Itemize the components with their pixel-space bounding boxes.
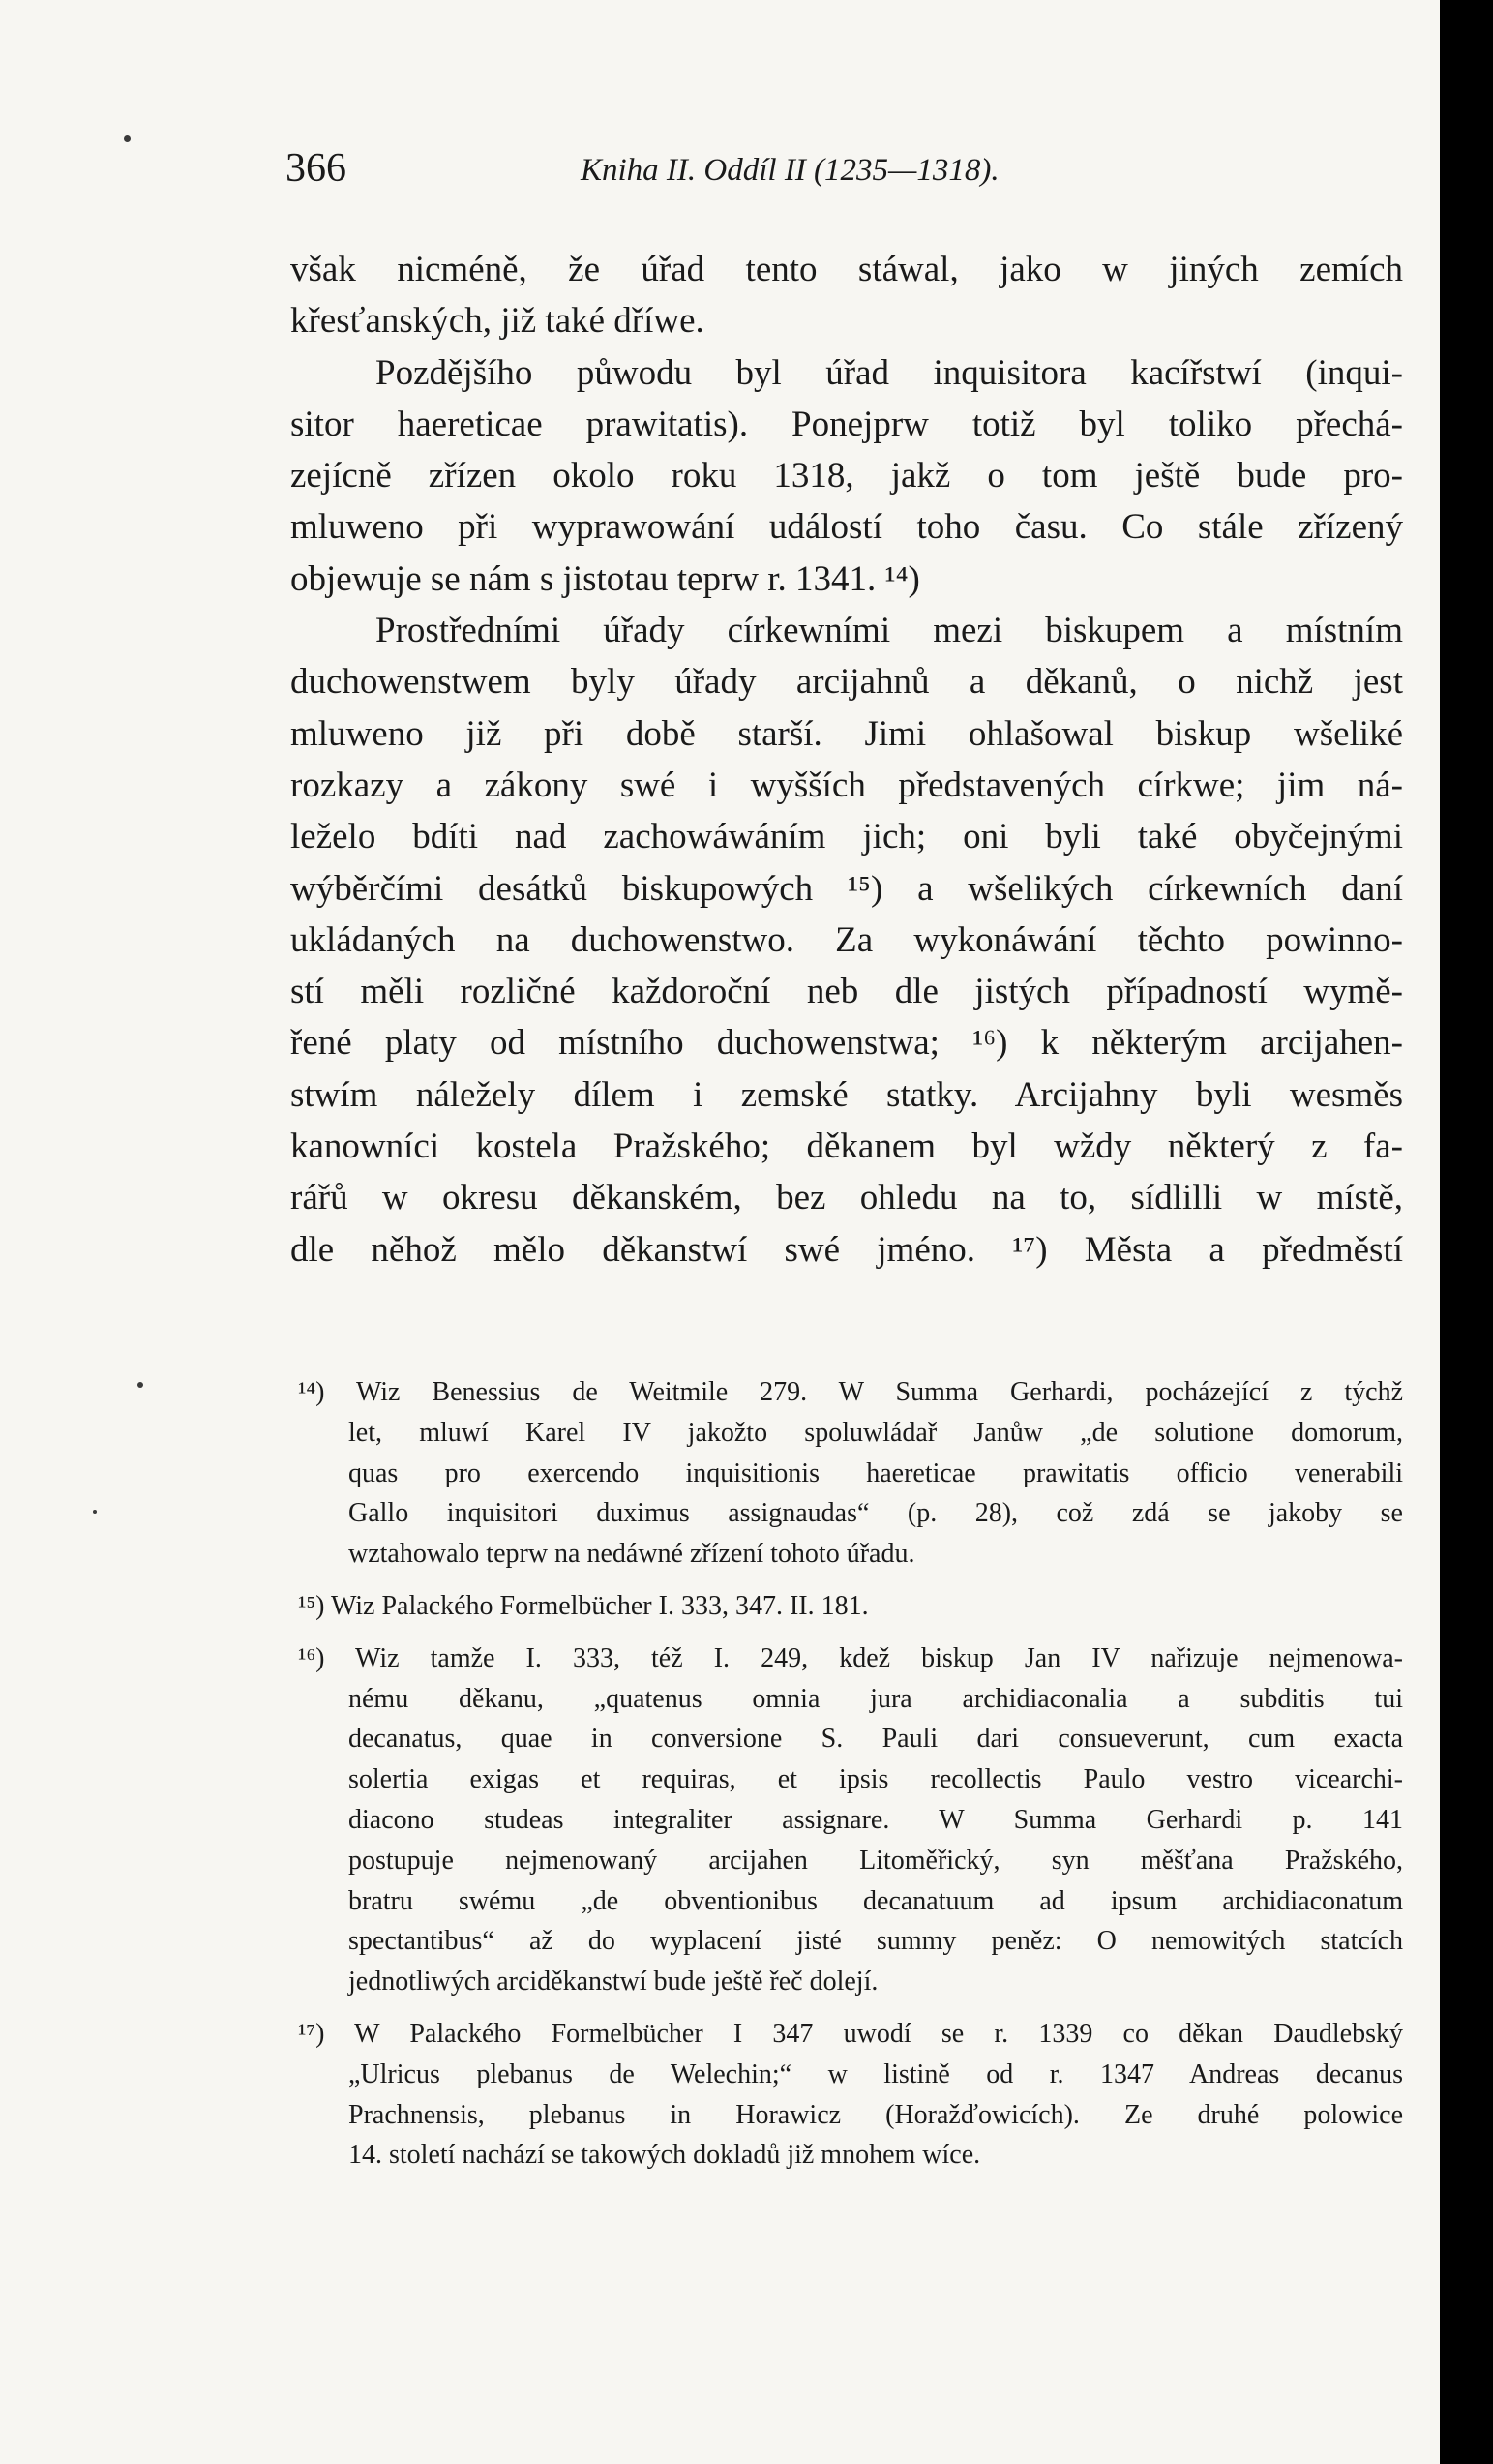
footnote-line: ¹⁴) Wiz Benessius de Weitmile 279. W Summa Gerhardi, pocházející z týchž <box>298 1377 1403 1407</box>
text-line: řené platy od místního duchowenstwa; ¹⁶) k některým arcijahen- <box>290 1023 1403 1064</box>
footnote-line: let, mluwí Karel IV jakožto spoluwládař Janůw „de solutione domorum, <box>348 1417 1403 1448</box>
text-line: mluweno již při době starší. Jimi ohlašowal biskup wšeliké <box>290 713 1403 754</box>
text-line: zejícně zřízen okolo roku 1318, jakž o tom ještě bude pro- <box>290 456 1403 496</box>
ink-speck <box>124 135 131 142</box>
text-line: duchowenstwem byly úřady arcijahnů a děkanů, o nichž jest <box>290 662 1403 703</box>
text-line: rářů w okresu děkanském, bez ohledu na to, sídlilli w místě, <box>290 1178 1403 1218</box>
footnote-line: 14. století nachází se takowých dokladů již mnohem wíce. <box>348 2140 981 2171</box>
text-line: stwím náležely dílem i zemské statky. Arcijahny byli wesměs <box>290 1074 1403 1115</box>
main-text <box>290 244 1403 1276</box>
text-line: sitor haereticae prawitatis). Ponejprw totiž byl toliko přechá- <box>290 404 1403 444</box>
footnote-line: Gallo inquisitori duximus assignaudas“ (p. 28), což zdá se jakoby se <box>348 1498 1403 1529</box>
text-line: však nicméně, že úřad tento stáwal, jako w jiných zemích <box>290 250 1403 289</box>
footnote-line: jednotliwých arciděkanstwí bude ještě řeč dolejí. <box>348 1967 879 1998</box>
footnote-gap <box>290 1575 1403 1586</box>
text-line: wýběrčími desátků biskupowých ¹⁵) a wšelikých církewních daní <box>290 868 1403 909</box>
footnote-line: bratru swému „de obventionibus decanatuum ad ipsum archidiaconatum <box>348 1885 1403 1916</box>
ink-speck <box>93 1510 97 1514</box>
footnote-line: ¹⁷) W Palackého Formelbücher I 347 uwodí se r. 1339 co děkan Daudlebský <box>298 2018 1403 2049</box>
footnote-gap <box>290 1627 1403 1638</box>
footnote-line: „Ulricus plebanus de Welechin;“ w listině od r. 1347 Andreas decanus <box>348 2058 1403 2089</box>
text-line: Prostředními úřady církewními mezi biskupem a místním <box>375 611 1403 651</box>
footnote-line: solertia exigas et requiras, et ipsis recollectis Paulo vestro vicearchi- <box>348 1764 1403 1795</box>
footnote-line: diacono studeas integraliter assignare. W Summa Gerhardi p. 141 <box>348 1804 1403 1835</box>
text-line: objewuje se nám s jistotau teprw r. 1341. ¹⁴) <box>290 558 920 599</box>
footnote-line: postupuje nejmenowaný arcijahen Litoměřický, syn měšťana Pražského, <box>348 1845 1403 1876</box>
footnote-line: decanatus, quae in conversione S. Pauli dari consueverunt, cum exacta <box>348 1724 1403 1755</box>
footnote-line: spectantibus“ až do wyplacení jisté summy peněz: O nemowitých statcích <box>348 1926 1403 1957</box>
text-line: mluweno při wyprawowání událostí toho času. Co stále zřízený <box>290 507 1403 548</box>
text-line: křesťanských, již také dříwe. <box>290 301 704 342</box>
text-line: ukládaných na duchowenstwo. Za wykonáwání těchto powinno- <box>290 919 1403 960</box>
footnote-15 <box>290 1586 1403 1627</box>
footnote-line: nému děkanu, „quatenus omnia jura archidiaconalia a subditis tui <box>348 1683 1403 1714</box>
running-head: Kniha II. Oddíl II (1235—1318). <box>581 153 1000 188</box>
footnotes <box>290 1372 1403 2176</box>
footnote-gap <box>290 2002 1403 2014</box>
page-number: 366 <box>285 146 346 191</box>
footnote-17 <box>290 2014 1403 2176</box>
text-line: Pozdějšího půwodu byl úřad inquisitora kacířstwí (inqui- <box>375 352 1403 393</box>
footnote-14 <box>290 1372 1403 1575</box>
text-line: kanowníci kostela Pražského; děkanem byl wždy některý z fa- <box>290 1127 1403 1167</box>
footnote-line: wztahowalo teprw na nedáwné zřízení tohoto úřadu. <box>348 1539 915 1570</box>
footnote-line: ¹⁵) Wiz Palackého Formelbücher I. 333, 347. II. 181. <box>298 1590 869 1621</box>
footnote-line: quas pro exercendo inquisitionis haereticae prawitatis officio venerabili <box>348 1457 1403 1488</box>
page-header <box>285 145 1408 203</box>
footnote-line: ¹⁶) Wiz tamže I. 333, též I. 249, kdež biskup Jan IV nařizuje nejmenowa- <box>298 1642 1403 1673</box>
ink-speck <box>137 1382 143 1388</box>
footnote-16 <box>290 1638 1403 2002</box>
text-line: rozkazy a zákony swé i wyšších představených církwe; jim ná- <box>290 765 1403 805</box>
text-line: leželo bdíti nad zachowáwáním jich; oni byli také obyčejnými <box>290 817 1403 857</box>
text-line: stí měli rozličné každoroční neb dle jistých případností wymě- <box>290 972 1403 1012</box>
footnote-line: Prachnensis, plebanus in Horawicz (Horažďowicích). Ze druhé polowice <box>348 2099 1403 2130</box>
text-line: dle něhož mělo děkanstwí swé jméno. ¹⁷) Města a předměstí <box>290 1229 1403 1270</box>
